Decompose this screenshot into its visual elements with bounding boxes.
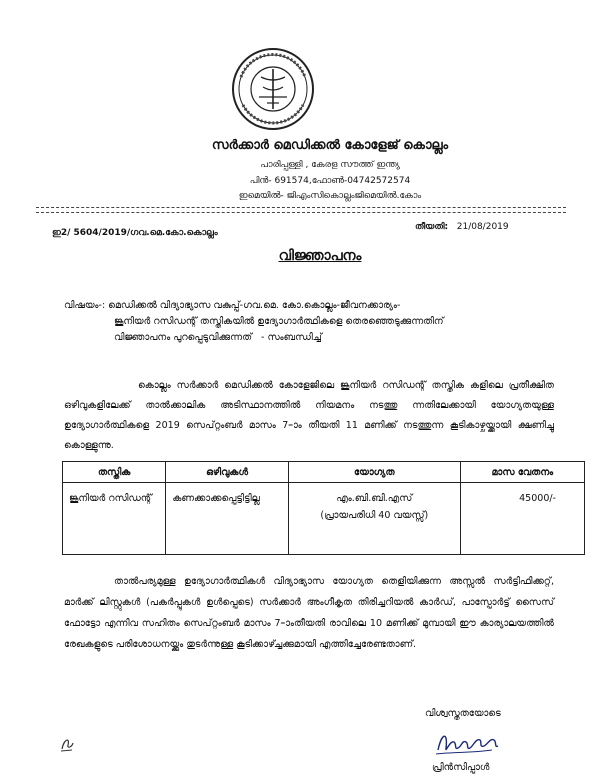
college-phone: പിൻ- 691574,ഫോൺ-04742572574 [249, 176, 411, 186]
table-header-row [63, 462, 585, 483]
date-value: 21/08/2019 [456, 222, 509, 232]
handwritten-initial-icon [58, 735, 76, 753]
date-label: തീയതി: [415, 222, 449, 232]
vacancy-table [62, 461, 585, 555]
closing-salutation: വിശ്വസ്തതയോടെ [425, 708, 501, 719]
cell-salary: 45000/- [460, 483, 584, 555]
subject-line-1: വിഷയം-: മെഡിക്കൽ വിദ്യാഭ്യാസ വകുപ്പ്-ഗവ.മെ. കോ.കൊല്ലം-ജീവനക്കാര്യം- [64, 300, 401, 311]
college-seal-icon [231, 47, 315, 131]
subject-block [64, 298, 544, 346]
header-divider-top [36, 207, 566, 208]
college-email: ഇമെയിൽ- ജിഎംസികൊല്ലംജിമെയിൽ.കോം [238, 191, 422, 201]
table-row [63, 483, 585, 555]
reference-number: ഇ2/ 5604/2019/ഗവ.മെ.കോ.കൊല്ലം [52, 228, 218, 238]
principal-designation: പ്രിൻസിപ്പാൾ [432, 762, 490, 773]
header-qualification: യോഗ്യത [288, 462, 460, 483]
college-address: പാരിപ്പള്ളി , കേരള സൗത്ത് ഇന്ത്യ [260, 160, 400, 170]
header-vacancies: ഒഴിവുകൾ [166, 462, 288, 483]
header-divider-bottom [36, 212, 566, 213]
header-salary: മാസ വേതനം [460, 462, 584, 483]
cell-vacancies: കണക്കാക്കപ്പെട്ടിട്ടില്ല [166, 483, 288, 555]
subject-line-3 [64, 330, 544, 346]
college-name: സർക്കാർ മെഡിക്കൽ കോളേജ് കൊല്ലം [211, 138, 449, 153]
notice-paragraph-2 [64, 571, 554, 655]
handwritten-signature-icon [432, 728, 504, 760]
paragraph-1-text: കൊല്ലം സർക്കാർ മെഡിക്കൽ കോളേജിലെ ജൂനിയർ റസിഡന്റ് തസ്തിക കളിലെ പ്രതീക്ഷിത ഒഴിവുകളിലേക്ക് താൽക്കാലിക അടിസ്ഥാനത്തിൽ നിയമനം നടത്തു ന്നതിലേക്കായി യോഗ്യതയുള്ള ഉദ്യോഗാർത്ഥികളെ 2019 സെപ്റ്റംബർ മാസം 7–ാം തീയതി 11 മണിക്ക് നടത്തുന്ന കൂടികാഴ്ചയ്ക്കായി ക്ഷണിച്ചു കൊള്ളുന്നു. [64, 380, 554, 451]
qualification-age-limit: (പ്രായപരിധി 40 വയസ്സ്) [320, 510, 429, 521]
cell-qualification [288, 483, 460, 555]
subject-line-3-tail: - സംബന്ധിച്ച് [261, 332, 322, 343]
date-line [415, 222, 509, 232]
paragraph-2-text: താൽപര്യമുള്ള ഉദ്യോഗാർത്ഥികൾ വിദ്യാഭ്യാസ യോഗ്യത തെളിയിക്കുന്ന അസ്സൽ സർട്ടിഫിക്കറ്റ്, മാർക്ക് ലിസ്റ്റുകൾ (പകർപ്പുകൾ ഉൾപ്പെടെ) സർക്കാർ അംഗീകൃത തിരിച്ചറിയൽ കാർഡ്, പാസ്പോർട്ട് സൈസ് ഫോട്ടോ എന്നിവ സഹിതം സെപ്റ്റംബർ മാസം 7–ാംതീയതി രാവിലെ 10 മണിക്ക് മുമ്പായി ഈ കാര്യാലയത്തിൽ രേഖകളുടെ പരിശോധനയ്ക്കും തുടർന്നുള്ള കൂടിക്കാഴ്ച്ചക്കുമായി എത്തിച്ചേരേണ്ടതാണ്. [64, 576, 554, 650]
header-post: തസ്തിക [63, 462, 166, 483]
qualification-degree: എം.ബി.ബി.എസ് [336, 493, 413, 504]
notice-title: വിജ്ഞാപനം [278, 248, 362, 264]
subject-line-3-text: വിജ്ഞാപനം പുറപ്പെടുവിക്കുന്നത് [114, 332, 252, 343]
cell-post: ജൂനിയർ റസിഡന്റ് [63, 483, 166, 555]
notice-paragraph-1 [64, 376, 554, 456]
subject-line-2: ജൂനിയർ റസിഡന്റ് തസ്തികയിൽ ഉദ്യോഗാർത്ഥികളെ തെരഞ്ഞെടുക്കുന്നതിന് [114, 316, 444, 327]
